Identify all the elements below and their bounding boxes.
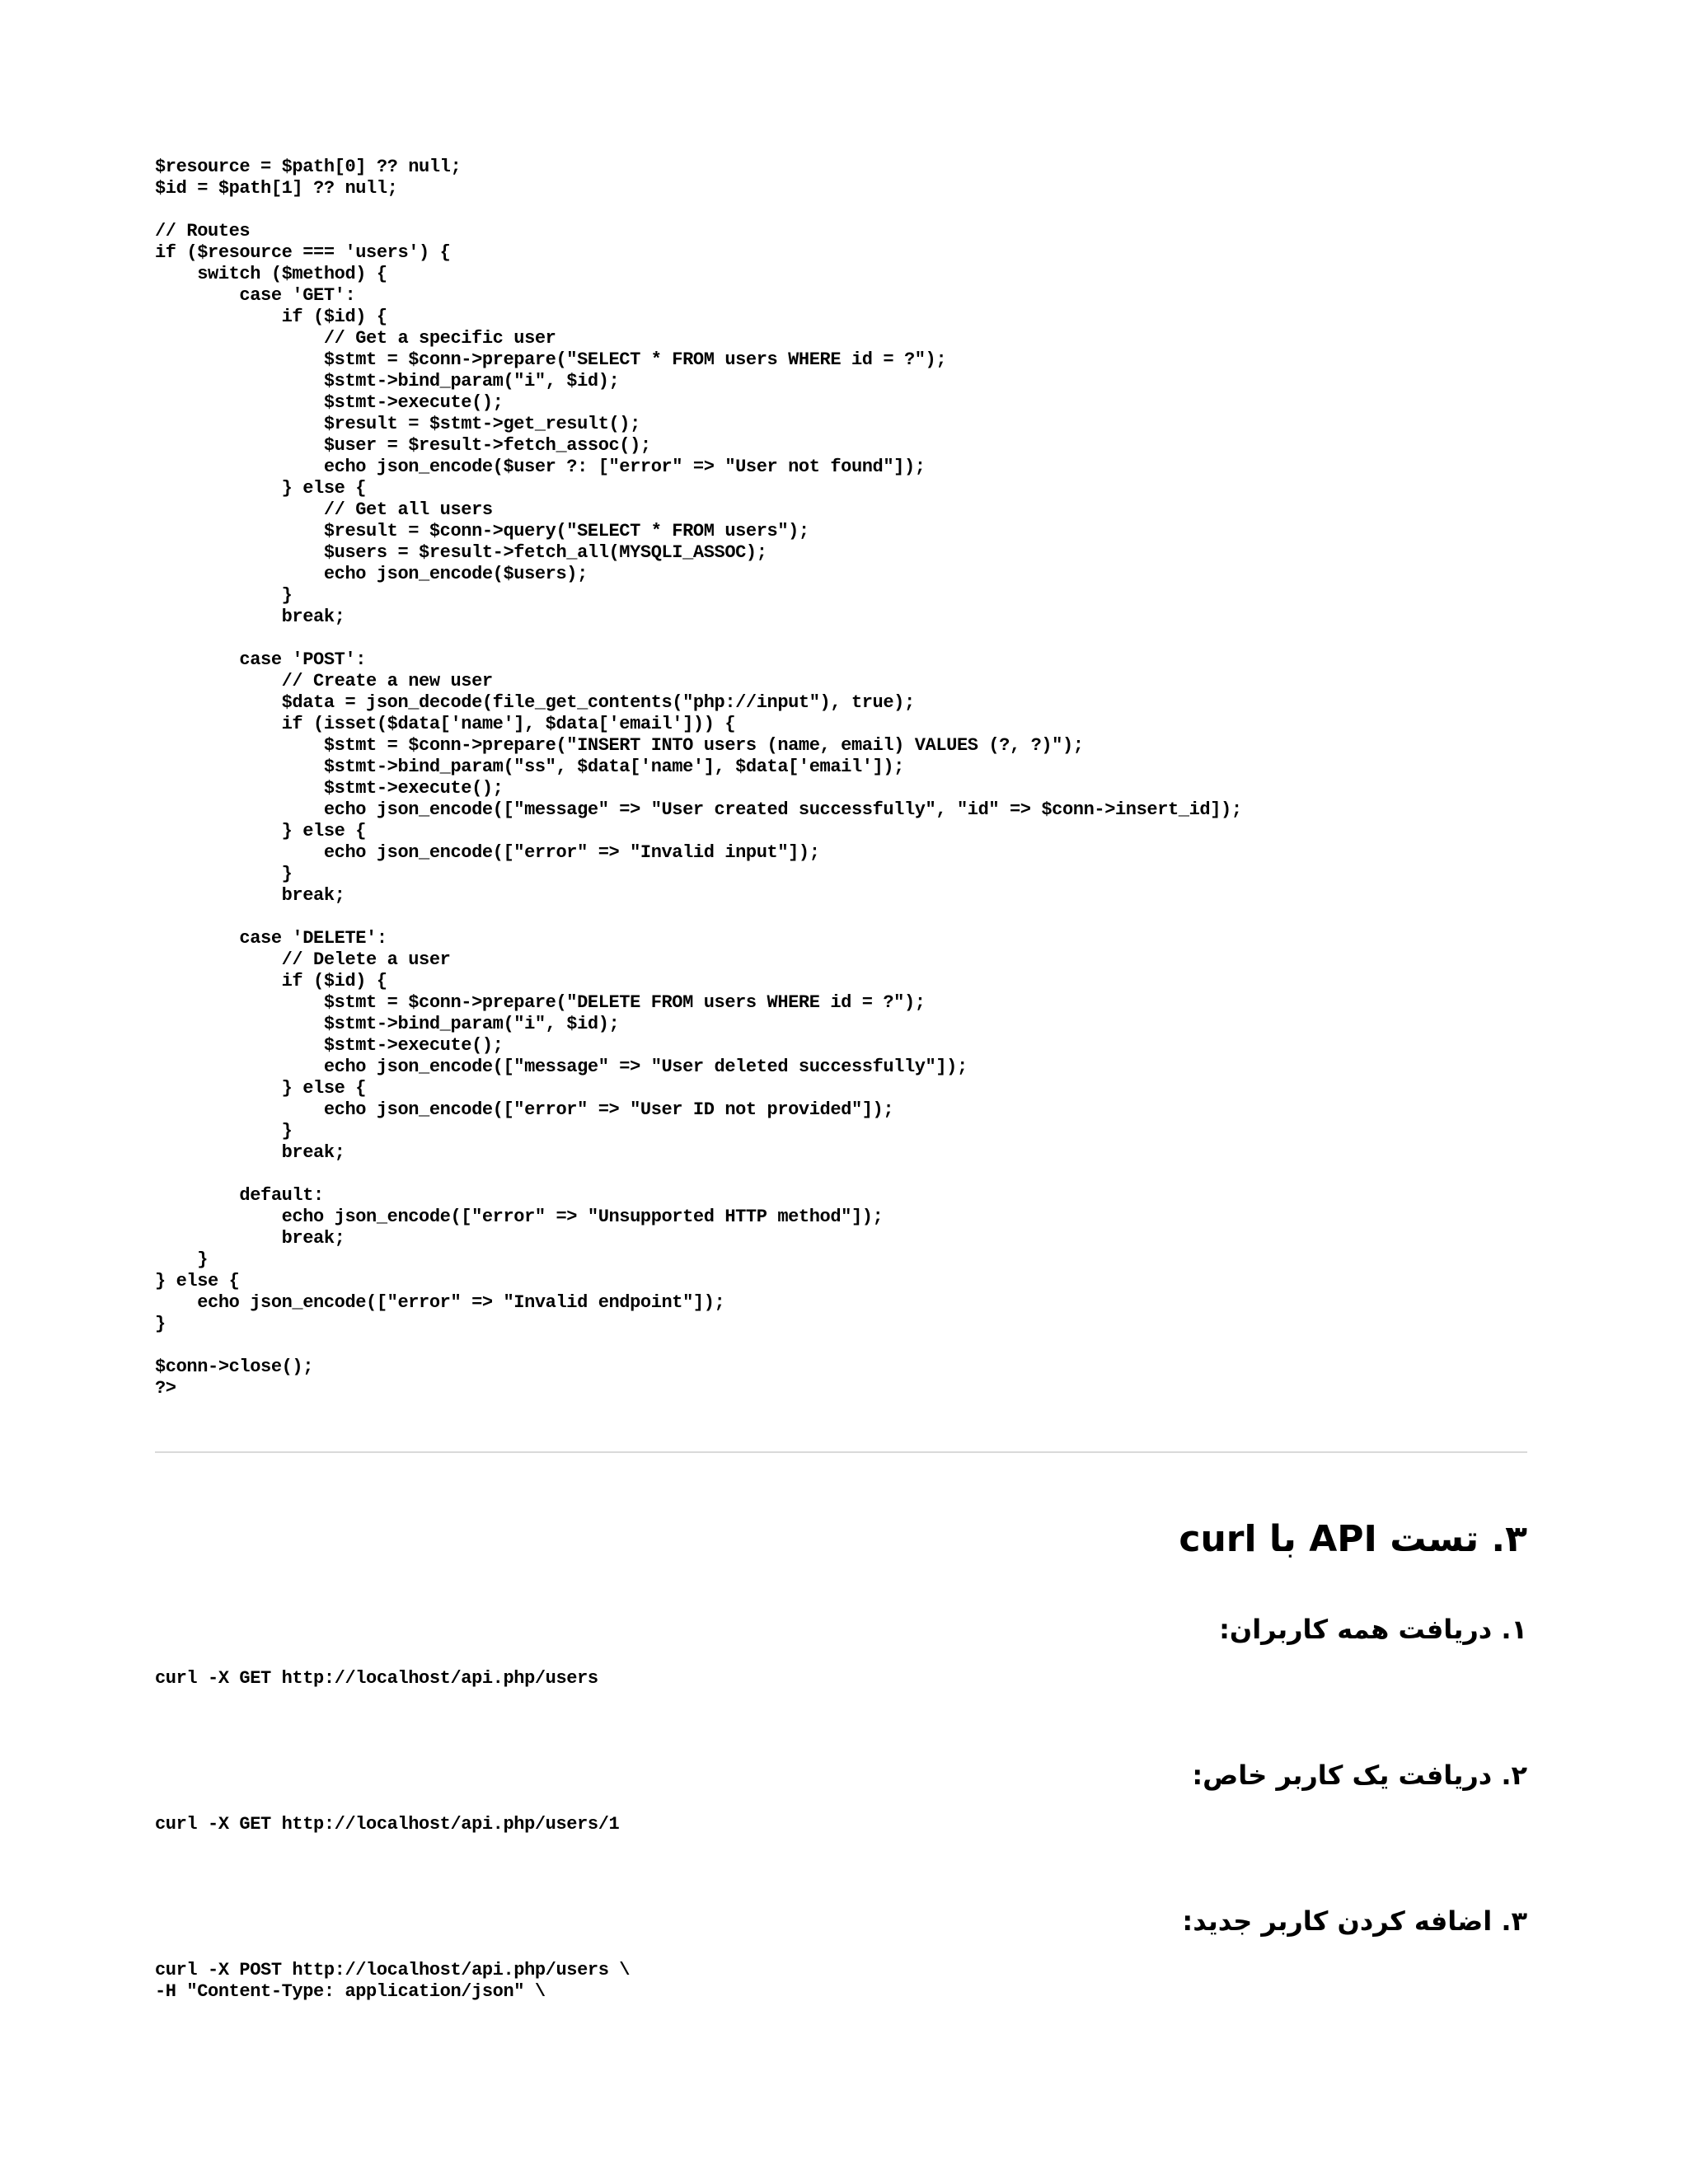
step-heading-get-all-users: ۱. دریافت همه کاربران: [1219,1614,1527,1645]
section-heading-api-test: ۳. تست API با curl [1179,1518,1527,1560]
curl-get-all-users-code: curl -X GET http://localhost/api.php/users [155,1668,598,1689]
curl-get-one-user-code: curl -X GET http://localhost/api.php/users/1 [155,1814,620,1835]
php-api-code-block: $resource = $path[0] ?? null; $id = $path[1] ?? null; // Routes if ($resource === 'users') { switch ($method) { case 'GET': if ($id) { // Get a specific user $stmt = $conn->prepare("SELECT * FROM users WHERE id = ?"); $stmt->bind_param("i", $id); $stmt->execute(); $result = $stmt->get_result(); $user = $result->fetch_assoc(); echo json_encode($user ?: ["error" => "User not found"]); } else { // Get all users $result = $conn->query("SELECT * FROM users"); $users = $result->fetch_all(MYSQLI_ASSOC); echo json_encode($users); } break; case 'POST': // Create a new user $data = json_decode(file_get_contents("php://input"), true); if (isset($data['name'], $data['email'])) { $stmt = $conn->prepare("INSERT INTO users (name, email) VALUES (?, ?)"); $stmt->bind_param("ss", $data['name'], $data['email']); $stmt->execute(); echo json_encode(["message" => "User created successfully", "id" => $conn->insert_id]); } else { echo json_encode(["error" => "Invalid input"]); } break; case 'DELETE': // Delete a user if ($id) { $stmt = $conn->prepare("DELETE FROM users WHERE id = ?"); $stmt->bind_param("i", $id); $stmt->execute(); echo json_encode(["message" => "User deleted successfully"]); } else { echo json_encode(["error" => "User ID not provided"]); } break; default: echo json_encode(["error" => "Unsupported HTTP method"]); break; } } else { echo json_encode(["error" => "Invalid endpoint"]); } $conn->close(); ?> [155,157,1242,1399]
step-heading-add-user: ۳. اضافه کردن کاربر جدید: [1182,1905,1527,1937]
curl-add-user-code: curl -X POST http://localhost/api.php/users \ -H "Content-Type: application/json" \ [155,1960,631,2002]
step-heading-get-one-user: ۲. دریافت یک کاربر خاص: [1192,1760,1527,1791]
horizontal-divider [155,1451,1527,1453]
